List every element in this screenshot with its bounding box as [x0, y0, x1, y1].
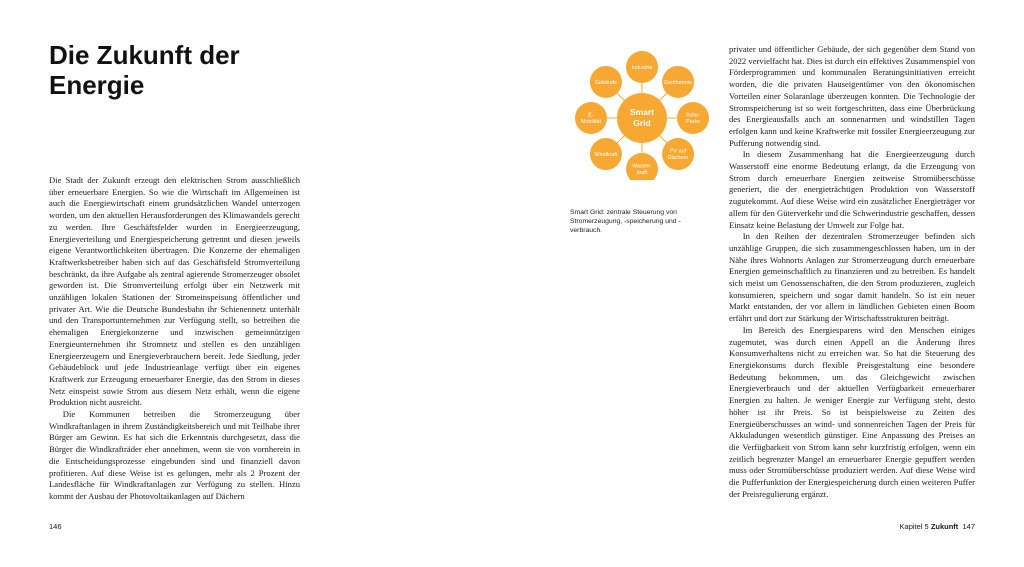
- paragraph: Die Stadt der Zukunft erzeugt den elektrischen Strom ausschließlich über erneuerbare Energien. So wie die Wirtschaft im Allgemeinen ist auch die Energiewirtschaft einem grundsätzlichen Wandel unterzogen worden, um den aktuellen Herausforderungen des Klimawandels gerecht zu werden. Ihre Geschäftsfelder wurden in Energieerzeugung, Energieverteilung und Energiespeicherung getrennt und diesen jeweils eigene Verantwortlichkeiten übertragen. Die Konzerne der ehemaligen Kraftwerksbetreiber haben sich auf das Geschäftsfeld Stromverteilung beschränkt, da ihre Aufgabe als zentral agierende Stromerzeuger obsolet geworden ist. Die Stromverteilung erfolgt über ein Netzwerk mit unzähligen lokalen Stationen der Stromeinspeisung öffentlicher und privater Art. Wie die Deutsche Bundesbahn ihr Schienennetz unterhält und den Transportunternehmen zur Verfügung stellt, so betreiben die ehemaligen Energiekonzerne und inzwischen gemeinnützigen Energieunternehmen ihr Stromnetz und stellen es den unzähligen Energieerzeugern und Energieverbrauchern bereit. Jede Siedlung, jeder Gebäudeblock und jede Industrieanlage verfügt über ein eigenes Kraftwerk zur Erzeugung erneuerbarer Energie, das den Strom in dieses Netz einspeist sowie Strom aus diesem Netz erhält, wenn die eigene Produktion nicht ausreicht.: [49, 175, 300, 408]
- chapter-label: Kapitel 5: [899, 522, 929, 531]
- diagram-node-label: Solar-: [685, 112, 701, 119]
- paragraph: In diesem Zusammenhang hat die Energieerzeugung durch Wasserstoff eine enorme Bedeutung erlangt, da die Erzeugung von Strom durch erneuerbare Energien zeitweise Stromüberschüsse generiert, die der energieträchtigen Produktion von Wasserstoff zugutekommt. Auf diese Weise wird ein zusätzlicher Energieträger vor allem für den Güterverkehr und die Schwerindustrie geschaffen, dessen Einsatz keine Belastung der Umwelt zur Folge hat.: [729, 149, 975, 230]
- diagram-node-label: E-: [588, 112, 594, 119]
- diagram-node: [590, 138, 622, 170]
- diagram-node: [590, 66, 622, 98]
- diagram-node-label: Dächern: [667, 155, 689, 162]
- diagram-node-label: Mobilität: [580, 119, 602, 125]
- paragraph: privater und öffentlicher Gebäude, der sich gegenüber dem Stand von 2022 vervielfacht hat. Dies ist durch ein effektives Zusammenspiel von Förderprogrammen und kommunalen Beratungsinitiativen erreicht worden, die die privaten Hauseigentümer von den ökonomischen Vorteilen einer Solaranlage überzeugen konnten. Die Technologie der Stromspeicherung ist so weit fortgeschritten, dass eine Überbrückung des Energieausfalls auch an sonnenarmen und windstillen Tagen erfolgen kann und keine Kraftwerke mit fossiler Energieerzeugung zur Pufferung notwendig sind.: [729, 44, 975, 148]
- diagram-node-label: Wasser-: [632, 163, 652, 170]
- page-number-left: 146: [49, 522, 62, 531]
- diagram-caption: Smart Grid: zentrale Steuerung von Stromerzeugung, -speicherung und -verbrauch.: [570, 209, 681, 235]
- paragraph: Die Kommunen betreiben die Stromerzeugung über Windkraftanlagen in ihrem Zuständigkeitsbereich und mit Teilhabe ihrer Bürger am Gewinn. Es hat sich die Erkenntnis durchgesetzt, dass die Bürger die Windkrafträder eher annehmen, wenn sie von vornherein in die Entscheidungsprozesse eingebunden sind und finanziell davon profitieren. Auf diese Weise ist es gelungen, mehr als 2 Prozent der Landesfläche für Windkraftanlagen zur Verfügung zu stellen. Hinzu kommt der Ausbau der Photovoltaikanlagen auf Dächern: [49, 409, 300, 501]
- smart-grid-diagram: [570, 48, 710, 180]
- diagram-node: [626, 153, 658, 180]
- diagram-node: [575, 102, 607, 134]
- diagram-node-label: Gebäude: [594, 79, 618, 86]
- diagram-node-label: Geothermie: [663, 79, 693, 86]
- page-title: Die Zukunft der Energie: [49, 40, 240, 100]
- paragraph: Im Bereich des Energiesparens wird den Menschen einiges zugemutet, was durch einen Appell an die Änderung ihres Konsumverhaltens nicht zu erreichen war. So hat die Steuerung des Energiekonsums durch flexible Preisgestaltung eine besondere Bedeutung bekommen, um das Gleichgewicht zwischen Energieverbrauch und der aktuellen Verfügbarkeit erneuerbarer Energien zu halten. Je weniger Energie zur Verfügung steht, desto höher ist ihr Preis. So ist beispielsweise zu Zeiten des Energieüberschusses an wind- und sonnenreichen Tagen der Preis für Akkuladungen wesentlich günstiger. Eine Anpassung des Preises an die Verfügbarkeit von Strom kann sehr kurzfristig erfolgen, wenn ein zeitlich begrenzter Mangel an erneuerbarer Energie gepuffert werden muss oder Stromüberschüsse produziert werden. Auf diese Weise wird die Pufferfunktion der Energiespeicherung durch einen weiteren Puffer der Preisregulierung ergänzt.: [729, 324, 975, 499]
- diagram-node-label: kraft: [636, 170, 648, 176]
- diagram-node: [662, 66, 694, 98]
- left-text-column: [49, 175, 300, 503]
- center-label-line2: Grid: [633, 118, 651, 128]
- center-label-line1: Smart: [629, 107, 655, 117]
- diagram-node: [677, 102, 709, 134]
- diagram-center-node: [617, 93, 667, 143]
- paragraph: In den Reihen der dezentralen Stromerzeuger befinden sich unzählige Gruppen, die sich zusammengeschlossen haben, um in der Nähe ihres Wohnorts Anlagen zur Stromerzeugung durch erneuerbare Energien gemeinschaftlich zu finanzieren und zu betreiben. Es handelt sich meist um Genossenschaften, die den Strom produzieren, zugleich konsumieren, speichern und sogar damit handeln. So ist ein neuer Markt entstanden, der vor allem in ländlichen Gebieten einen Boom erfährt und dort zur Stärkung der Wirtschaftsstrukturen beiträgt.: [729, 231, 975, 324]
- diagram-node: [662, 138, 694, 170]
- right-text-column: [729, 44, 975, 500]
- chapter-title: Zukunft: [930, 522, 959, 531]
- page-number-right: 147: [962, 522, 975, 531]
- diagram-node-label: PV auf: [669, 148, 687, 155]
- diagram-node-label: Industrie: [631, 65, 653, 71]
- diagram-node-label: Parks: [686, 119, 700, 125]
- diagram-node: [626, 51, 658, 83]
- diagram-node-label: Windkraft: [594, 152, 618, 159]
- running-head-right: [900, 522, 975, 531]
